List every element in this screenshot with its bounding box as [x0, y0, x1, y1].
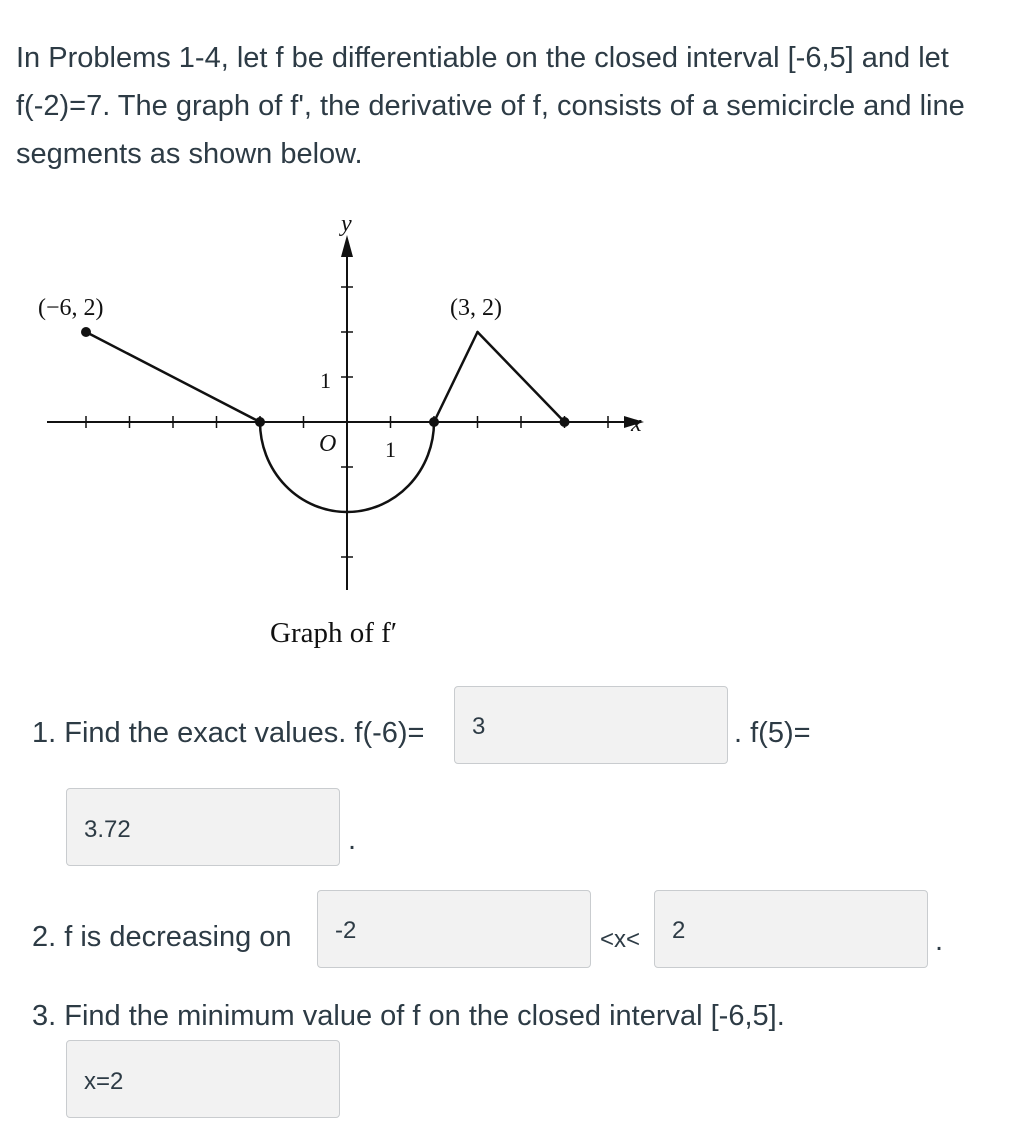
y-axis-label: y: [341, 211, 352, 237]
point-label-left: (−6, 2): [38, 295, 104, 321]
problem-intro: In Problems 1-4, let f be differentiable on the closed interval [-6,5] and let f(-2)=7. The graph of f', the derivative of f, consists of a semicircle and line segments as shown below.: [16, 42, 965, 170]
question-1-prefix: 1. Find the exact values. f(-6)=: [32, 717, 425, 749]
y-axis-arrow: [341, 235, 353, 257]
decreasing-lower-value: -2: [335, 917, 357, 944]
x-tick-label: 1: [385, 437, 396, 462]
f-neg6-answer-value: 3: [472, 713, 486, 740]
graph-caption: Graph of f′: [270, 617, 398, 649]
derivative-graph: [30, 205, 670, 655]
graph-point: [255, 417, 265, 427]
point-label-right: (3, 2): [450, 295, 502, 321]
derivative-curve: [81, 327, 570, 512]
graph-point: [81, 327, 91, 337]
question-2-end: .: [935, 925, 944, 957]
graph-segment-4: [478, 332, 565, 422]
question-1-end: .: [348, 824, 357, 856]
decreasing-lower-input[interactable]: [317, 890, 591, 968]
question-2-middle: <x<: [600, 926, 641, 953]
question-2-prefix: 2. f is decreasing on: [32, 921, 292, 953]
graph-segment-3: [434, 332, 478, 422]
question-1-middle: . f(5)=: [734, 717, 811, 749]
minimum-answer-value: x=2: [84, 1068, 124, 1095]
f-neg6-answer-input[interactable]: [454, 686, 728, 764]
graph-segment-1: [86, 332, 260, 422]
decreasing-upper-value: 2: [672, 917, 686, 944]
minimum-answer-input[interactable]: [66, 1040, 340, 1118]
x-axis-label: x: [631, 411, 642, 437]
origin-label: O: [319, 431, 337, 457]
decreasing-upper-input[interactable]: [654, 890, 928, 968]
f-5-answer-input[interactable]: [66, 788, 340, 866]
graph-point: [560, 417, 570, 427]
question-3-text: 3. Find the minimum value of f on the closed interval [-6,5].: [32, 1000, 785, 1032]
f-5-answer-value: 3.72: [84, 816, 131, 843]
graph-point: [429, 417, 439, 427]
y-tick-label: 1: [320, 368, 331, 393]
